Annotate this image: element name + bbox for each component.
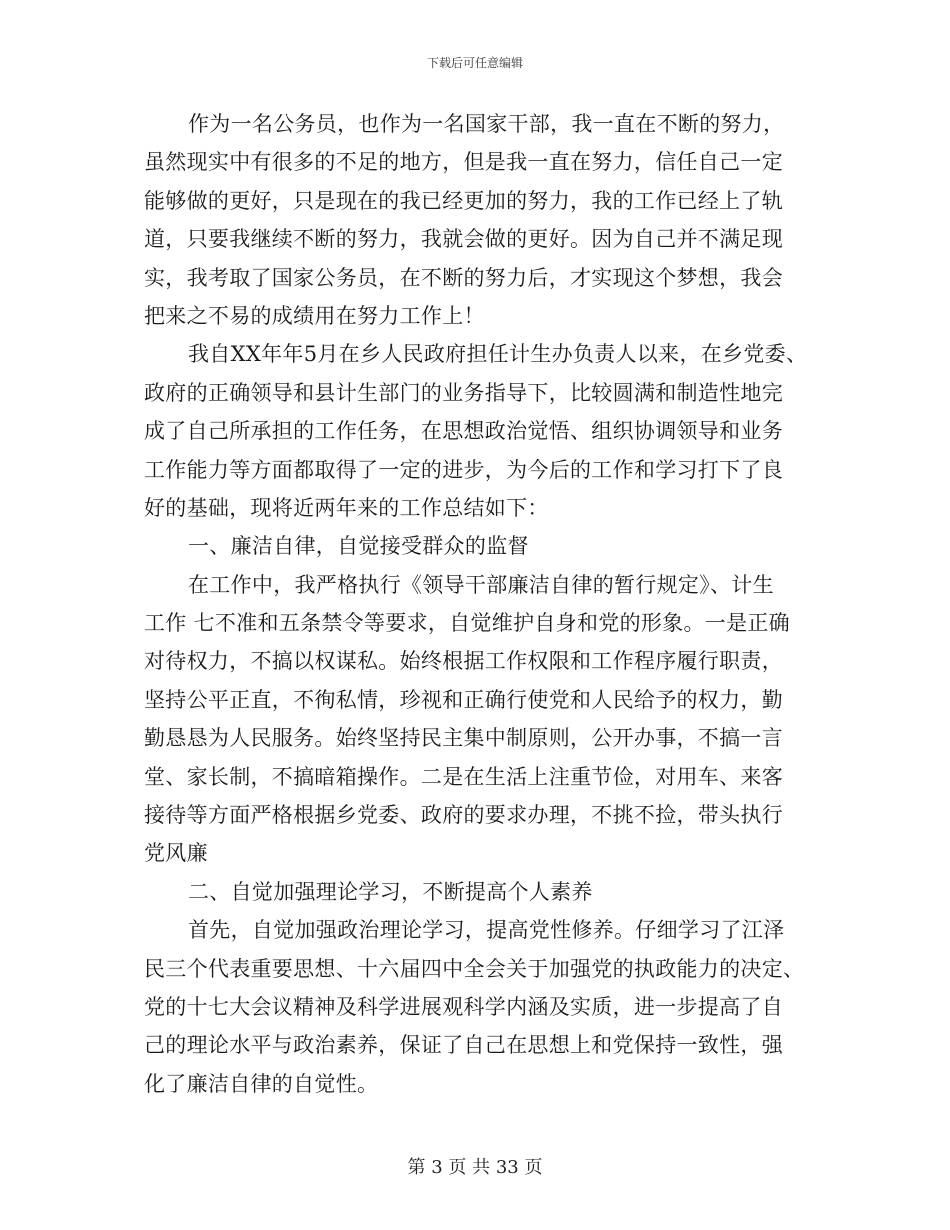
section-heading-1 xyxy=(144,527,824,565)
text-line: 虽然现实中有很多的不足的地方，但是我一直在努力，信任自己一定 xyxy=(144,150,783,175)
text-line: 好的基础，现将近两年来的工作总结如下： xyxy=(144,495,549,520)
text-line: 己的理论水平与政治素养，保证了自己在思想上和党保持一致性，强 xyxy=(144,1033,783,1058)
paragraph-1 xyxy=(144,105,824,335)
text-line: 民三个代表重要思想、十六届四中全会关于加强党的执政能力的决定、 xyxy=(144,956,805,981)
text-line: 勤恳恳为人民服务。始终坚持民主集中制原则，公开办事，不搞一言 xyxy=(144,726,783,751)
text-line: 化了廉洁自律的自觉性。 xyxy=(144,1071,379,1096)
text-line: 我自XX年年5月在乡人民政府担任计生办负责人以来，在乡党委、 xyxy=(188,342,808,367)
text-line: 接待等方面严格根据乡党委、政府的要求办理，不挑不捡，带头执行 xyxy=(144,803,783,828)
paragraph-4 xyxy=(144,911,824,1103)
paragraph-3 xyxy=(144,566,824,873)
text-line: 党的十七大会议精神及科学进展观科学内涵及实质，进一步提高了自 xyxy=(144,994,783,1019)
section-heading: 一、廉洁自律，自觉接受群众的监督 xyxy=(188,534,529,559)
text-line: 堂、家长制，不搞暗箱操作。二是在生活上注重节俭，对用车、来客 xyxy=(144,764,783,789)
page-number: 第 3 页 共 33 页 xyxy=(407,1157,543,1178)
text-line: 党风廉 xyxy=(144,841,208,866)
text-line: 道，只要我继续不断的努力，我就会做的更好。因为自己并不满足现 xyxy=(144,227,783,252)
text-line: 首先，自觉加强政治理论学习，提高党性修养。仔细学习了江泽 xyxy=(188,918,785,943)
text-line: 作为一名公务员，也作为一名国家干部，我一直在不断的努力， xyxy=(188,112,785,136)
paragraph-2 xyxy=(144,335,824,527)
text-line: 能够做的更好，只是现在的我已经更加的努力，我的工作已经上了轨 xyxy=(144,188,783,213)
page-header: 下载后可任意编辑 xyxy=(426,56,523,70)
text-line: 成了自己所承担的工作任务，在思想政治觉悟、组织协调领导和业务 xyxy=(144,419,783,444)
text-line: 工作 七不准和五条禁令等要求，自觉维护自身和党的形象。一是正确 xyxy=(144,611,790,636)
section-heading-2 xyxy=(144,873,824,911)
text-line: 坚持公平正直，不徇私情，珍视和正确行使党和人民给予的权力，勤 xyxy=(144,687,783,712)
document-body xyxy=(144,105,824,1103)
text-line: 对待权力，不搞以权谋私。始终根据工作权限和工作程序履行职责， xyxy=(144,649,783,674)
text-line: 实，我考取了国家公务员，在不断的努力后，才实现这个梦想，我会 xyxy=(144,265,783,290)
text-line: 把来之不易的成绩用在努力工作上！ xyxy=(144,303,485,328)
text-line: 工作能力等方面都取得了一定的进步，为今后的工作和学习打下了良 xyxy=(144,457,783,482)
text-line: 政府的正确领导和县计生部门的业务指导下，比较圆满和制造性地完 xyxy=(144,380,783,405)
section-heading: 二、自觉加强理论学习，不断提高个人素养 xyxy=(188,879,593,904)
text-line: 在工作中，我严格执行《领导干部廉洁自律的暂行规定》、计生 xyxy=(188,572,774,597)
